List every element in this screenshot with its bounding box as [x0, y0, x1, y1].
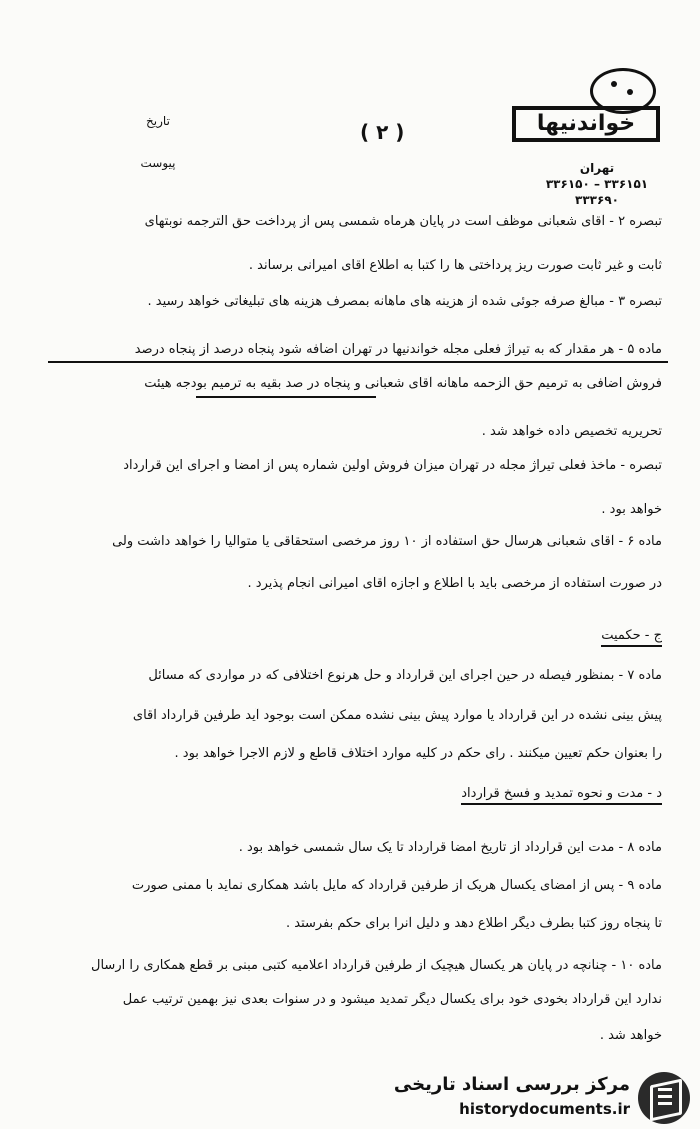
handwritten-underline [196, 396, 376, 398]
body-line: فروش اضافی به ترمیم حق الزحمه ماهانه آقای شعبانی و پنجاه در صد بقیه به ترمیم بودجه هیئت [144, 376, 662, 391]
archive-url: historydocuments.ir [459, 1100, 630, 1118]
body-line: ماده ۱۰ - چنانچه در پایان هر یکسال هیچیک از طرفین قرارداد اعلامیه کتبی مبنی بر قطع همکاری را ارسال [91, 958, 662, 973]
city-label: تهران [579, 161, 615, 175]
archive-title: مرکز بررسی اسناد تاریخی [393, 1074, 630, 1095]
body-line: خواهد بود . [601, 502, 662, 517]
body-line: تحریریه تخصیص داده خواهد شد . [481, 424, 662, 439]
body-line: در صورت استفاده از مرخصی باید با اطلاع و اجازه آقای امیرانی انجام پذیرد . [247, 576, 662, 591]
body-line: خواهد شد . [599, 1028, 662, 1043]
archive-watermark [393, 1068, 690, 1128]
page-number: ( ۲ ) [360, 120, 405, 144]
phone-line-1: ۳۳۶۱۵۱ – ۳۳۶۱۵۰ [545, 177, 649, 191]
body-line: ماده ۷ - بمنظور فیصله در حین اجرای این قرارداد و حل هرنوع اختلافی که در مواردی که مسائل [148, 668, 662, 683]
body-line: ثابت و غیر ثابت صورت ریز پرداختی ها را کتبا به اطلاع آقای امیرانی برساند . [248, 258, 662, 273]
body-line: تبصره ۳ - مبالغ صرفه جوئی شده از هزینه های ماهانه بمصرف هزینه های تبلیغاتی خواهد رسید . [147, 294, 662, 309]
body-line: ماده ۶ - آقای شعبانی هرسال حق استفاده از ۱۰ روز مرخصی استحقاقی یا متوالیا را خواهد داشت ولی [112, 534, 662, 549]
handwritten-underline [48, 361, 668, 363]
body-line: ندارد این قرارداد بخودی خود برای یکسال دیگر تمدید میشود و در سنوات بعدی نیز بهمین ترتیب عمل [122, 992, 662, 1007]
logo-text: خواندنیها [512, 106, 660, 142]
attachment-label: پیوست [140, 156, 176, 170]
section-heading-arbitration: ج - حکمیت [601, 628, 662, 647]
body-line: ماده ۵ - هر مقدار که به تیراژ فعلی مجله خواندنیها در تهران اضافه شود پنجاه درصد از پنجاه درصد [134, 342, 662, 357]
body-line: ماده ۹ - پس از امضای یکسال هریک از طرفین قرارداد که مایل باشد همکاری نماید با ممنی صورت [131, 878, 662, 893]
body-line: تا پنجاه روز کتبا بطرف دیگر اطلاع دهد و دلیل آنرا برای حکم بفرستد . [286, 916, 662, 931]
date-label: تاریخ [146, 114, 170, 128]
body-line: را بعنوان حکم تعیین میکنند . رای حکم در کلیه موارد اختلاف قاطع و لازم الاجرا خواهد بود . [174, 746, 662, 761]
body-line: ماده ۸ - مدت این قرارداد از تاریخ امضا قرارداد تا یک سال شمسی خواهد بود . [238, 840, 662, 855]
archive-logo-icon [638, 1072, 690, 1124]
phone-line-2: ۳۳۳۶۹۰ [575, 193, 619, 207]
body-line: تبصره - ماخذ فعلی تیراژ مجله در تهران میزان فروش اولین شماره پس از امضا و اجرای این قرارداد [123, 458, 662, 473]
body-line: پیش بینی نشده در این قرارداد یا موارد پیش بینی نشده ممکن است بوجود آید طرفین قرارداد آقای [132, 708, 662, 723]
letterhead-address [532, 160, 662, 208]
body-line: تبصره ۲ - آقای شعبانی موظف است در پایان هرماه شمسی پس از پرداخت حق الترجمه نوبتهای [144, 214, 662, 229]
meta-labels [128, 100, 188, 184]
letterhead-logo [512, 68, 662, 148]
section-heading-term: د - مدت و نحوه تمدید و فسخ قرارداد [461, 786, 662, 805]
